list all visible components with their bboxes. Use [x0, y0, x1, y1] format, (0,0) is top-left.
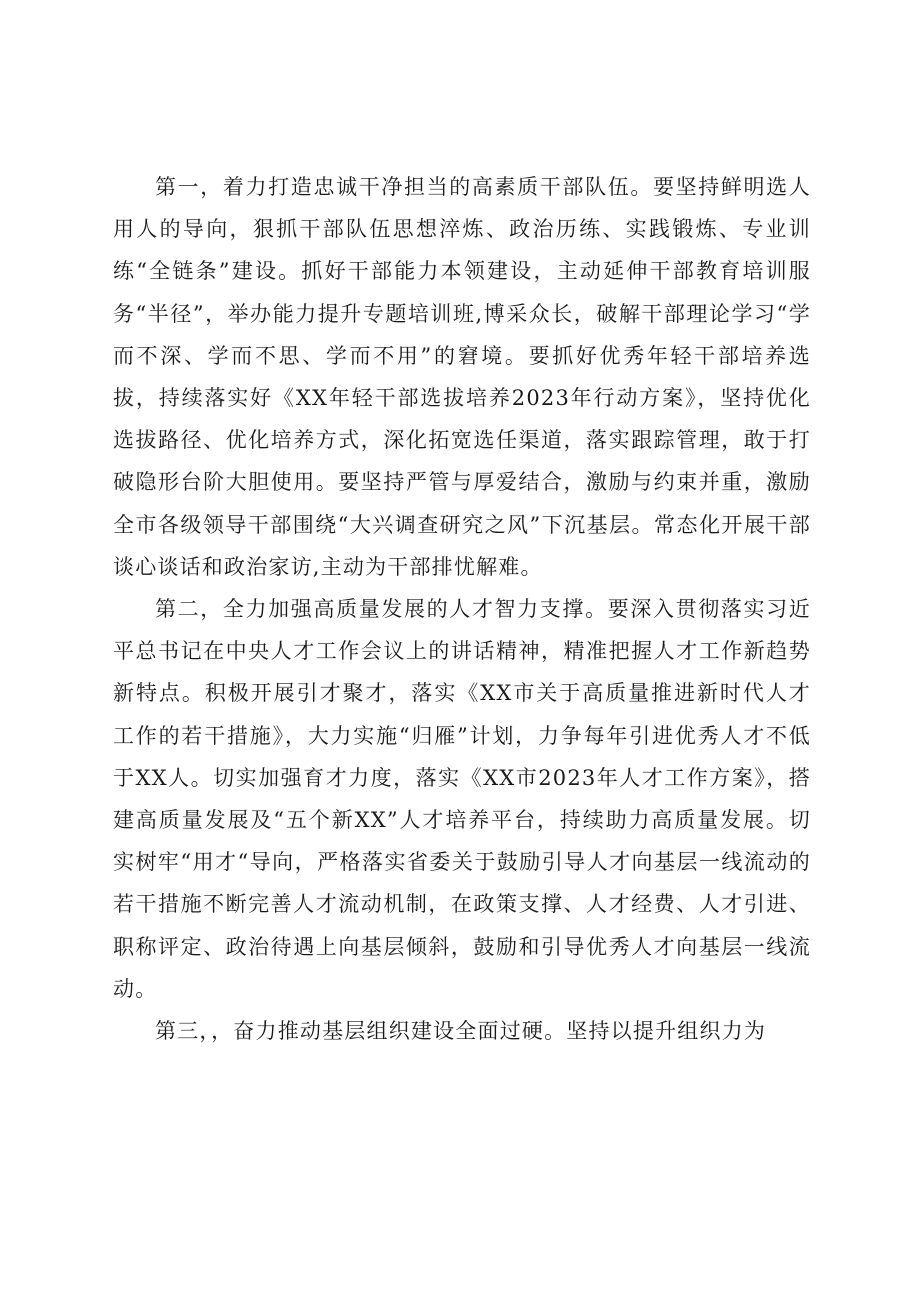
paragraph-cadre-team: 第一，着力打造忠诚干净担当的高素质干部队伍。要坚持鲜明选人用人的导向，狠抓干部队伍思想淬炼、政治历练、实践锻炼、专业训练“全链条”建设。抓好干部能力本领建设，主动延伸干部教育培训服务“半径”，举办能力提升专题培训班,博采众长，破解干部理论学习“学而不深、学而不思、学而不用”的窘境。要抓好优秀年轻干部培养选拔，持续落实好《XX年轻干部选拔培养2023年行动方案》，坚持优化选拔路径、优化培养方式，深化拓宽选任渠道，落实跟踪管理，敢于打破隐形台阶大胆使用。要坚持严管与厚爱结合，激励与约束并重，激励全市各级领导干部围绕“大兴调查研究之风”下沉基层。常态化开展干部谈心谈话和政治家访,主动为干部排忧解难。 [113, 175, 811, 579]
document-body [113, 166, 811, 1052]
paragraph-talent-support: 第二，全力加强高质量发展的人才智力支撑。要深入贯彻落实习近平总书记在中央人才工作会议上的讲话精神，精准把握人才工作新趋势新特点。积极开展引才聚才，落实《XX市关于高质量推进新时代人才工作的若干措施》，大力实施“归雁”计划，力争每年引进优秀人才不低于XX人。切实加强育才力度，落实《XX市2023年人才工作方案》，搭建高质量发展及“五个新XX”人才培养平台，持续助力高质量发展。切实树牢“用才“导向，严格落实省委关于鼓励引导人才向基层一线流动的若干措施不断完善人才流动机制，在政策支撑、人才经费、人才引进、职称评定、政治待遇上向基层倾斜，鼓励和引导优秀人才向基层一线流动。 [113, 597, 811, 1001]
paragraph-grassroots-organization: 第三，，奋力推动基层组织建设全面过硬。坚持以提升组织力为 [155, 1019, 767, 1044]
